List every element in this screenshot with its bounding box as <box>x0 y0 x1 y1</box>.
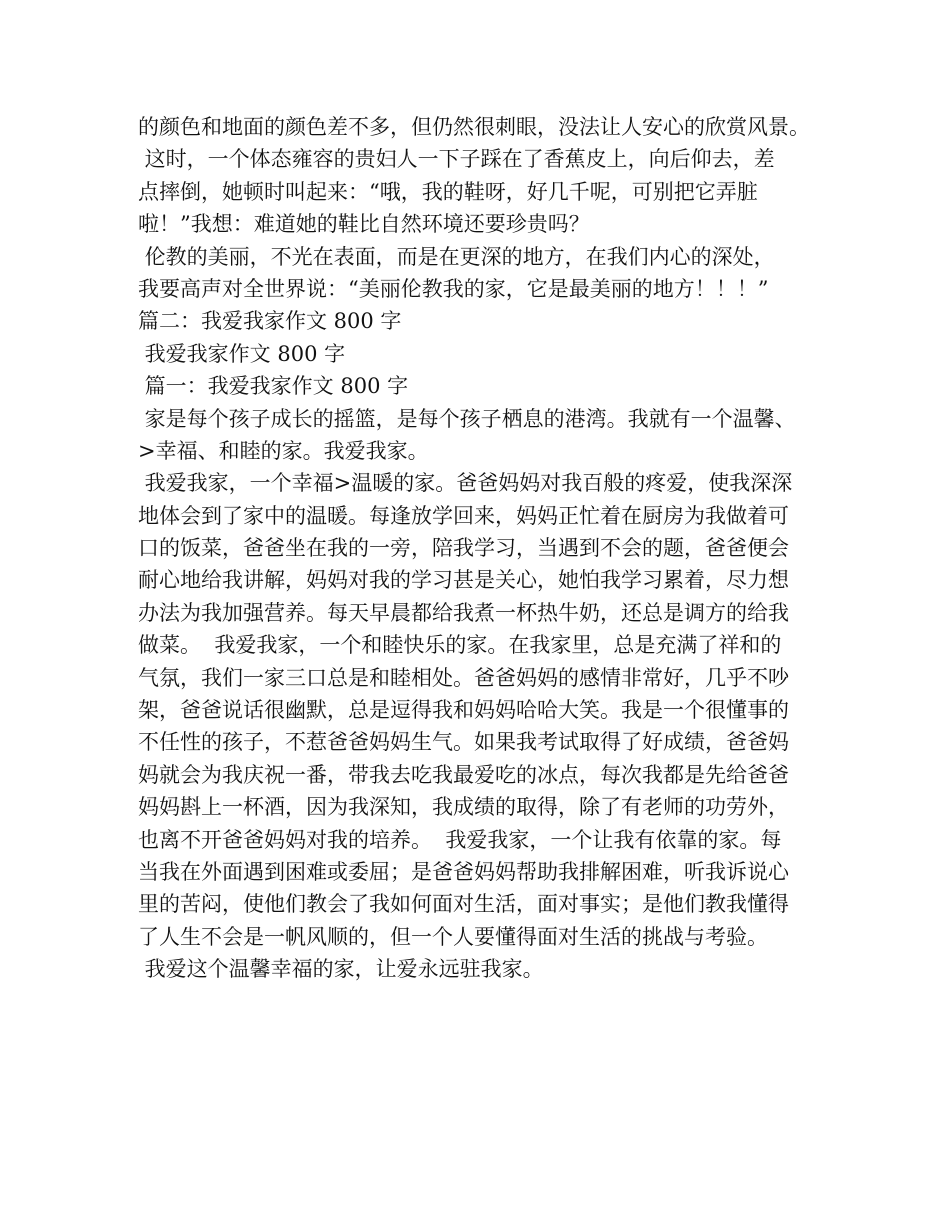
text-line: 啦！”我想：难道她的鞋比自然环境还要珍贵吗？ <box>138 212 590 237</box>
text-line: 口的饭菜，爸爸坐在我的一旁，陪我学习，当遇到不会的题，爸爸便会 <box>138 536 789 561</box>
text-line: 我要高声对全世界说：“美丽伦教我的家，它是最美丽的地方！！！” <box>138 276 769 301</box>
text-line: 做菜。 我爱我家，一个和睦快乐的家。在我家里，总是充满了祥和的 <box>138 633 782 658</box>
text-line: 地体会到了家中的温暖。每逢放学回来，妈妈正忙着在厨房为我做着可 <box>138 503 789 528</box>
text-line: 了人生不会是一帆风顺的，但一个人要懂得面对生活的挑战与考验。 <box>138 924 768 949</box>
text-line: 当我在外面遇到困难或委屈；是爸爸妈妈帮助我排解困难，听我诉说心 <box>138 859 789 884</box>
subsection-heading: 篇一：我爱我家作文 800 字 <box>138 374 409 399</box>
text-line: 家是每个孩子成长的摇篮，是每个孩子栖息的港湾。我就有一个温馨、 <box>138 406 796 431</box>
text-line: 妈就会为我庆祝一番，带我去吃我最爱吃的冰点，每次我都是先给爸爸 <box>138 762 789 787</box>
text-line: 这时，一个体态雍容的贵妇人一下子踩在了香蕉皮上，向后仰去，差 <box>138 147 775 172</box>
section-heading: 篇二：我爱我家作文 800 字 <box>138 309 402 334</box>
text-line: 架，爸爸说话很幽默，总是逗得我和妈妈哈哈大笑。我是一个很懂事的 <box>138 698 789 723</box>
text-line: 也离不开爸爸妈妈对我的培养。 我爱我家，一个让我有依靠的家。每 <box>138 827 782 852</box>
text-line: 伦教的美丽，不光在表面，而是在更深的地方，在我们内心的深处， <box>138 244 775 269</box>
essay-text <box>138 111 838 986</box>
text-line: 我爱我家，一个幸福>温暖的家。爸爸妈妈对我百般的疼爱，使我深深 <box>138 471 793 496</box>
essay-title: 我爱我家作文 800 字 <box>138 341 346 366</box>
text-line: 气氛，我们一家三口总是和睦相处。爸爸妈妈的感情非常好，几乎不吵 <box>138 665 789 690</box>
text-line: 的颜色和地面的颜色差不多，但仍然很刺眼，没法让人安心的欣赏风景。 <box>138 115 810 139</box>
text-line: 我爱这个温馨幸福的家，让爱永远驻我家。 <box>138 957 544 982</box>
text-line: 耐心地给我讲解，妈妈对我的学习甚是关心，她怕我学习累着，尽力想 <box>138 568 789 593</box>
text-line: 里的苦闷，使他们教会了我如何面对生活，面对事实；是他们教我懂得 <box>138 892 789 917</box>
text-line: 点摔倒，她顿时叫起来：“哦，我的鞋呀，好几千呢，可别把它弄脏 <box>138 179 758 204</box>
text-line: >幸福、和睦的家。我爱我家。 <box>138 438 429 463</box>
text-line: 办法为我加强营养。每天早晨都给我煮一杯热牛奶，还总是调方的给我 <box>138 600 789 625</box>
text-line: 妈妈斟上一杯酒，因为我深知，我成绩的取得，除了有老师的功劳外， <box>138 795 789 820</box>
text-line: 不任性的孩子，不惹爸爸妈妈生气。如果我考试取得了好成绩，爸爸妈 <box>138 730 789 755</box>
